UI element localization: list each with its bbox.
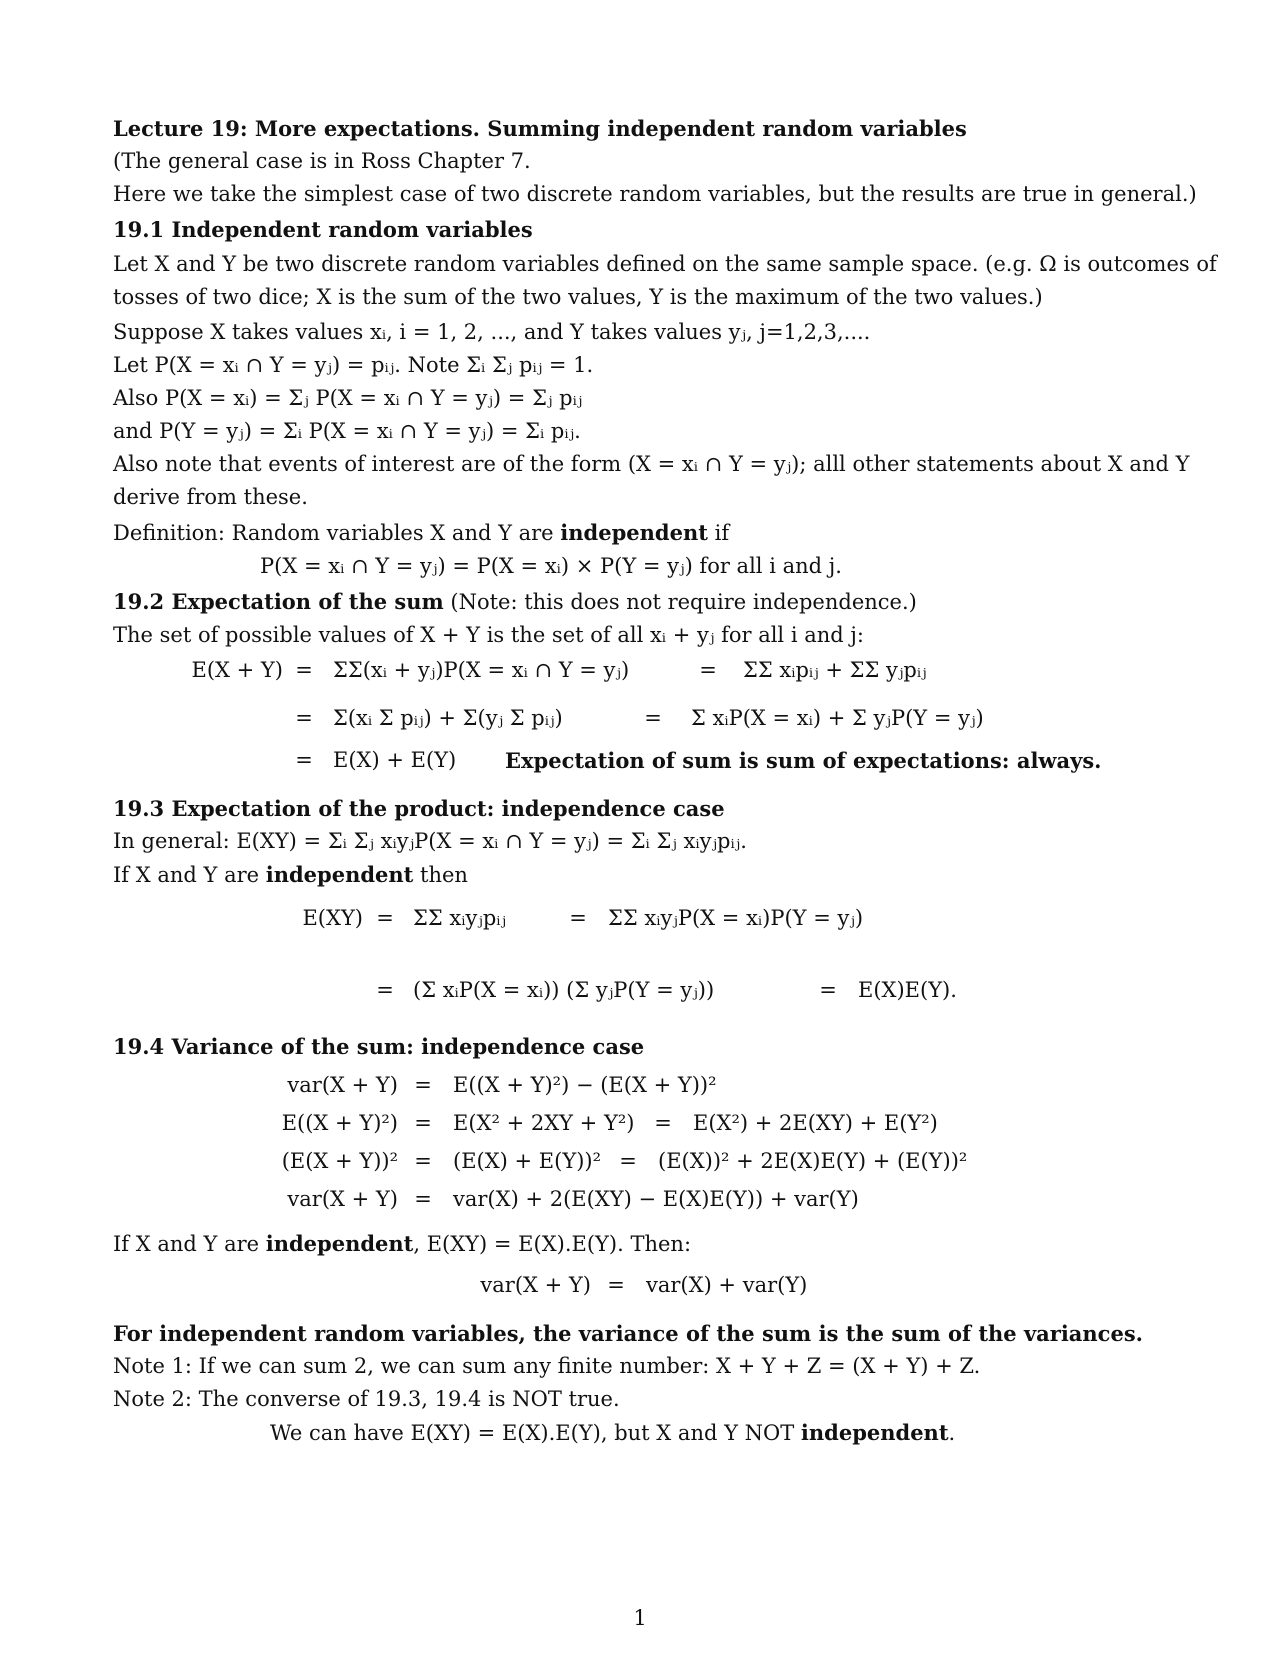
sum-eq-row-2 (113, 702, 1203, 742)
section-19-2-note: (Note: this does not require independence.) (443, 590, 917, 614)
s1-events-line-2: derive from these. (113, 485, 308, 509)
definition-equation: P(X = xᵢ ∩ Y = yⱼ) = P(X = xᵢ) × P(Y = yⱼ) for all i and j. (260, 554, 842, 578)
section-19-2-heading-line (113, 585, 1203, 619)
sum-eq-conclusion: Expectation of sum is sum of expectations: always. (505, 748, 1102, 773)
final-variance-rhs: var(X) + var(Y) (646, 1273, 808, 1297)
definition-line (113, 516, 1203, 550)
note-1: Note 1: If we can sum 2, we can sum any finite number: X + Y + Z = (X + Y) + Z. (113, 1354, 981, 1378)
s1-values-line: Suppose X takes values xᵢ, i = 1, 2, ..., and Y takes values yⱼ, j=1,2,3,.... (113, 320, 871, 344)
s2-intro-line: The set of possible values of X + Y is the set of all xᵢ + yⱼ for all i and j: (113, 623, 864, 647)
variance-row-lhs: (E(X + Y))² (281, 1149, 398, 1173)
sum-eq-1b: ΣΣ xᵢpᵢⱼ + ΣΣ yⱼpᵢⱼ (743, 658, 927, 682)
section-19-1-heading: 19.1 Independent random variables (113, 217, 533, 242)
page-number: 1 (633, 1606, 647, 1630)
equals-sign: = (295, 748, 313, 772)
s1-joint-prob-line: Let P(X = xᵢ ∩ Y = yⱼ) = pᵢⱼ. Note Σᵢ Σⱼ pᵢⱼ = 1. (113, 353, 594, 377)
s4-independent-line (113, 1227, 1203, 1261)
page-content (113, 112, 1217, 1450)
variance-row (113, 1069, 1203, 1107)
s1-marginal-y-line: and P(Y = yⱼ) = Σᵢ P(X = xᵢ ∩ Y = yⱼ) = Σᵢ pᵢⱼ. (113, 419, 581, 443)
product-eq-row-1 (113, 902, 1203, 942)
s3-independent-prefix: If X and Y are (113, 863, 266, 887)
variance-row-lhs: var(X + Y) (287, 1187, 398, 1211)
note-2: Note 2: The converse of 19.3, 19.4 is NOT true. (113, 1387, 620, 1411)
equals-sign: = (699, 658, 717, 682)
s4-independent-suffix: , E(XY) = E(X).E(Y). Then: (413, 1232, 692, 1256)
intro-line-2: Here we take the simplest case of two discrete random variables, but the results are true in general.) (113, 182, 1197, 206)
lecture-title: Lecture 19: More expectations. Summing independent random variables (113, 116, 967, 141)
definition-suffix: if (707, 521, 730, 545)
s3-independent-suffix: then (413, 863, 468, 887)
s4-independent-bold: independent (265, 1231, 414, 1256)
note-3 (113, 1416, 1203, 1450)
variance-row (113, 1183, 1203, 1221)
note-3-bold: independent (800, 1420, 949, 1445)
equals-sign: = (295, 706, 313, 730)
s1-paragraph-line-1: Let X and Y be two discrete random variables defined on the same sample space. (e.g. Ω is outcomes of (113, 252, 1217, 276)
variance-row-a: var(X) + 2(E(XY) − E(X)E(Y)) + var(Y) (453, 1187, 859, 1211)
variance-row-a: E(X² + 2XY + Y²) (453, 1111, 635, 1135)
variance-row-lhs: E((X + Y)²) (281, 1111, 398, 1135)
equals-sign: = (414, 1073, 432, 1097)
sum-eq-2b: Σ xᵢP(X = xᵢ) + Σ yⱼP(Y = yⱼ) (691, 706, 984, 730)
note-3-prefix: We can have E(XY) = E(X).E(Y), but X and Y NOT (270, 1421, 801, 1445)
equals-sign: = (654, 1111, 672, 1135)
s4-independent-prefix: If X and Y are (113, 1232, 266, 1256)
product-eq-lhs: E(XY) (302, 906, 363, 930)
section-19-3-heading: 19.3 Expectation of the product: independence case (113, 796, 725, 821)
variance-row (113, 1107, 1203, 1145)
s1-marginal-x-line: Also P(X = xᵢ) = Σⱼ P(X = xᵢ ∩ Y = yⱼ) = Σⱼ pᵢⱼ (113, 386, 583, 410)
equals-sign: = (376, 906, 394, 930)
variance-row (113, 1145, 1203, 1183)
s3-independent-line (113, 858, 1203, 892)
sum-eq-1a: ΣΣ(xᵢ + yⱼ)P(X = xᵢ ∩ Y = yⱼ) (333, 658, 630, 682)
product-eq-2a: (Σ xᵢP(X = xᵢ)) (Σ yⱼP(Y = yⱼ)) (413, 978, 715, 1002)
s3-independent-bold: independent (265, 862, 414, 887)
equals-sign: = (819, 978, 837, 1002)
sum-eq-lhs: E(X + Y) (191, 658, 283, 682)
sum-eq-2a: Σ(xᵢ Σ pᵢⱼ) + Σ(yⱼ Σ pᵢⱼ) (333, 706, 563, 730)
sum-eq-row-3 (113, 744, 1203, 784)
section-19-4-heading: 19.4 Variance of the sum: independence case (113, 1034, 645, 1059)
variance-row-a: E((X + Y)²) − (E(X + Y))² (453, 1073, 717, 1097)
equals-sign: = (414, 1149, 432, 1173)
product-eq-1b: ΣΣ xᵢyⱼP(X = xᵢ)P(Y = yⱼ) (608, 906, 864, 930)
sum-eq-3a: E(X) + E(Y) (333, 748, 457, 772)
equals-sign: = (569, 906, 587, 930)
sum-equation-block (113, 654, 1203, 784)
final-variance-lhs: var(X + Y) (480, 1273, 591, 1297)
equals-sign: = (644, 706, 662, 730)
equals-sign: = (376, 978, 394, 1002)
definition-bold: independent (560, 520, 708, 545)
note-3-suffix: . (948, 1421, 956, 1445)
variance-row-lhs: var(X + Y) (287, 1073, 398, 1097)
product-eq-row-2 (113, 974, 1203, 1014)
variance-row-b: (E(X))² + 2E(X)E(Y) + (E(Y))² (658, 1149, 968, 1173)
s3-general-line: In general: E(XY) = Σᵢ Σⱼ xᵢyⱼP(X = xᵢ ∩ Y = yⱼ) = Σᵢ Σⱼ xᵢyⱼpᵢⱼ. (113, 829, 747, 853)
s1-paragraph-line-2: tosses of two dice; X is the sum of the two values, Y is the maximum of the two values.) (113, 285, 1043, 309)
section-19-2-heading: 19.2 Expectation of the sum (113, 589, 444, 614)
variance-row-a: (E(X) + E(Y))² (453, 1149, 601, 1173)
sum-eq-row-1 (113, 654, 1203, 694)
definition-prefix: Definition: Random variables X and Y are (113, 521, 561, 545)
equals-sign: = (607, 1273, 625, 1297)
variance-row-b: E(X²) + 2E(XY) + E(Y²) (693, 1111, 938, 1135)
equals-sign: = (414, 1187, 432, 1211)
product-eq-2b: E(X)E(Y). (858, 978, 957, 1002)
s1-events-line-1: Also note that events of interest are of the form (X = xᵢ ∩ Y = yⱼ); alll other statements about X and Y (113, 452, 1190, 476)
final-variance-equation (113, 1269, 1203, 1309)
variance-equation-block (113, 1069, 1203, 1221)
intro-line-1: (The general case is in Ross Chapter 7. (113, 149, 531, 173)
equals-sign: = (295, 658, 313, 682)
product-eq-1a: ΣΣ xᵢyⱼpᵢⱼ (413, 906, 507, 930)
equals-sign: = (414, 1111, 432, 1135)
variance-conclusion: For independent random variables, the variance of the sum is the sum of the variances. (113, 1321, 1143, 1346)
equals-sign: = (619, 1149, 637, 1173)
product-equation-block (113, 902, 1203, 1014)
